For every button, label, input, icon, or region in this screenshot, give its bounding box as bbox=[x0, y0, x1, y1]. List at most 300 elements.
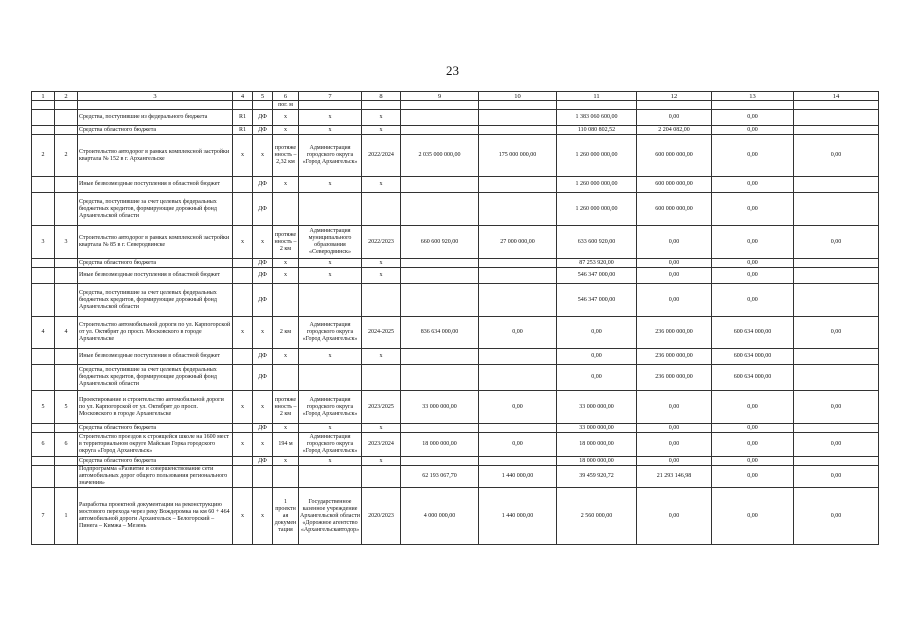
table-cell bbox=[55, 424, 78, 433]
table-cell: 1 bbox=[55, 488, 78, 545]
table-cell: 2023/2025 bbox=[362, 391, 401, 424]
table-cell bbox=[233, 193, 253, 226]
table-cell bbox=[253, 466, 273, 488]
table-cell: 0,00 bbox=[712, 457, 794, 466]
table-cell: Средства областного бюджета bbox=[78, 259, 233, 268]
table-cell bbox=[362, 193, 401, 226]
table-cell: 39 459 920,72 bbox=[557, 466, 637, 488]
table-cell: 0,00 bbox=[712, 424, 794, 433]
table-cell bbox=[55, 466, 78, 488]
table-cell: 1 проектная документация bbox=[273, 488, 299, 545]
table-cell: Средства, поступившие за счет целевых федеральных бюджетных кредитов, формирующие дорожный фонд Архангельской области bbox=[78, 284, 233, 317]
table-cell: 546 347 000,00 bbox=[557, 268, 637, 284]
table-cell: 0,00 bbox=[712, 193, 794, 226]
table-cell: 0,00 bbox=[794, 488, 879, 545]
table-cell: х bbox=[253, 226, 273, 259]
table-cell: 0,00 bbox=[479, 391, 557, 424]
table-row bbox=[32, 457, 879, 466]
table-cell: 0,00 bbox=[637, 268, 712, 284]
table-cell: R1 bbox=[233, 110, 253, 126]
table-cell: 4 000 000,00 bbox=[401, 488, 479, 545]
table-cell: пог. м bbox=[273, 101, 299, 110]
table-cell: х bbox=[273, 259, 299, 268]
table-cell bbox=[55, 284, 78, 317]
table-cell: 7 bbox=[32, 488, 55, 545]
table-cell: Администрация городского округа «Город Архангельск» bbox=[299, 135, 362, 177]
table-cell bbox=[55, 126, 78, 135]
table-cell: 2022/2023 bbox=[362, 226, 401, 259]
table-cell: ДФ bbox=[253, 424, 273, 433]
table-cell bbox=[479, 424, 557, 433]
table-cell: 0,00 bbox=[557, 349, 637, 365]
table-cell bbox=[479, 110, 557, 126]
table-cell: ДФ bbox=[253, 259, 273, 268]
table-cell bbox=[401, 101, 479, 110]
table-cell: 6 bbox=[32, 433, 55, 457]
table-cell: 0,00 bbox=[712, 391, 794, 424]
table-cell: Средства областного бюджета bbox=[78, 424, 233, 433]
table-row bbox=[32, 110, 879, 126]
table-cell: х bbox=[362, 268, 401, 284]
table-cell bbox=[299, 193, 362, 226]
table-cell bbox=[794, 110, 879, 126]
table-cell: 18 000 000,00 bbox=[557, 433, 637, 457]
table-cell bbox=[479, 177, 557, 193]
table-cell bbox=[233, 365, 253, 391]
table-cell bbox=[55, 193, 78, 226]
table-cell: R1 bbox=[233, 126, 253, 135]
table-cell bbox=[794, 259, 879, 268]
table-cell: Строительство автомобильной дороги по ул. Карпогорской от ул. Октябрят до просп. Московского в городе Архангельске bbox=[78, 317, 233, 349]
table-cell bbox=[32, 457, 55, 466]
column-number: 1 bbox=[32, 92, 55, 101]
table-cell: Администрация городского округа «Город Архангельск» bbox=[299, 391, 362, 424]
table-cell: 0,00 bbox=[637, 457, 712, 466]
table-cell: х bbox=[362, 259, 401, 268]
table-cell: х bbox=[233, 488, 253, 545]
table-cell: Государственное казенное учреждение Архангельской области «Дорожное агентство «Архангельскавтодор» bbox=[299, 488, 362, 545]
table-cell: 600 000 000,00 bbox=[637, 193, 712, 226]
column-number: 9 bbox=[401, 92, 479, 101]
table-cell bbox=[273, 365, 299, 391]
budget-table bbox=[31, 91, 879, 545]
table-cell: 1 260 000 000,00 bbox=[557, 135, 637, 177]
table-cell: х bbox=[273, 126, 299, 135]
table-cell: 6 bbox=[55, 433, 78, 457]
table-cell: х bbox=[253, 488, 273, 545]
table-cell bbox=[479, 457, 557, 466]
table-cell: Проектирование и строительство автомобильной дороги по ул. Карпогорской от ул. Октябрят до просп. Московского в городе Архангельске bbox=[78, 391, 233, 424]
table-cell: 0,00 bbox=[712, 126, 794, 135]
table-cell: 2 bbox=[32, 135, 55, 177]
table-cell bbox=[32, 424, 55, 433]
table-cell: х bbox=[362, 457, 401, 466]
table-cell: 33 000 000,00 bbox=[401, 391, 479, 424]
table-row bbox=[32, 317, 879, 349]
table-cell bbox=[794, 268, 879, 284]
table-cell bbox=[55, 457, 78, 466]
table-row bbox=[32, 349, 879, 365]
table-cell bbox=[32, 268, 55, 284]
table-cell: 633 600 920,00 bbox=[557, 226, 637, 259]
table-cell bbox=[233, 259, 253, 268]
table-cell bbox=[401, 259, 479, 268]
table-cell: 600 634 000,00 bbox=[712, 317, 794, 349]
table-cell: ДФ bbox=[253, 126, 273, 135]
table-cell: х bbox=[299, 259, 362, 268]
table-cell: х bbox=[362, 349, 401, 365]
table-cell bbox=[794, 193, 879, 226]
table-cell bbox=[401, 110, 479, 126]
table-cell: 4 bbox=[32, 317, 55, 349]
table-cell: ДФ bbox=[253, 177, 273, 193]
table-cell: 2 bbox=[55, 135, 78, 177]
table-cell bbox=[299, 365, 362, 391]
table-cell bbox=[637, 101, 712, 110]
table-cell: 0,00 bbox=[557, 365, 637, 391]
table-cell bbox=[32, 177, 55, 193]
table-cell: 236 000 000,00 bbox=[637, 365, 712, 391]
table-cell: 110 080 802,52 bbox=[557, 126, 637, 135]
table-cell: 2023/2024 bbox=[362, 433, 401, 457]
table-cell bbox=[479, 284, 557, 317]
table-cell: 600 634 000,00 bbox=[712, 349, 794, 365]
table-cell: 1 383 060 600,00 bbox=[557, 110, 637, 126]
table-cell bbox=[299, 284, 362, 317]
table-cell: 1 260 000 000,00 bbox=[557, 193, 637, 226]
table-cell: 18 000 000,00 bbox=[401, 433, 479, 457]
table-cell: 2020/2023 bbox=[362, 488, 401, 545]
table-cell bbox=[233, 457, 253, 466]
table-cell bbox=[401, 284, 479, 317]
table-cell bbox=[479, 365, 557, 391]
table-cell bbox=[362, 466, 401, 488]
column-number-row bbox=[32, 92, 879, 101]
table-cell: х bbox=[273, 457, 299, 466]
table-cell: 236 000 000,00 bbox=[637, 317, 712, 349]
table-cell: 600 000 000,00 bbox=[637, 135, 712, 177]
page-number: 23 bbox=[446, 63, 459, 78]
table-cell bbox=[32, 193, 55, 226]
table-cell bbox=[479, 259, 557, 268]
table-cell: 0,00 bbox=[637, 488, 712, 545]
table-cell: 87 253 920,00 bbox=[557, 259, 637, 268]
table-cell: 0,00 bbox=[794, 466, 879, 488]
table-cell: 0,00 bbox=[637, 259, 712, 268]
table-cell: 2 км bbox=[273, 317, 299, 349]
table-row bbox=[32, 193, 879, 226]
table-cell: ДФ bbox=[253, 193, 273, 226]
table-cell: Строительство автодорог в рамках комплексной застройки квартала № 85 в г. Северодвинске bbox=[78, 226, 233, 259]
table-cell bbox=[55, 365, 78, 391]
table-cell: 3 bbox=[55, 226, 78, 259]
table-cell bbox=[362, 284, 401, 317]
table-cell: 0,00 bbox=[712, 433, 794, 457]
table-cell: 0,00 bbox=[637, 226, 712, 259]
table-cell: 0,00 bbox=[557, 317, 637, 349]
table-cell: 4 bbox=[55, 317, 78, 349]
column-number: 11 bbox=[557, 92, 637, 101]
table-cell: Средства областного бюджета bbox=[78, 457, 233, 466]
column-number: 12 bbox=[637, 92, 712, 101]
table-cell: 0,00 bbox=[794, 391, 879, 424]
table-cell bbox=[794, 177, 879, 193]
table-cell: Администрация муниципального образования «Северодвинск» bbox=[299, 226, 362, 259]
table-cell bbox=[233, 284, 253, 317]
table-cell bbox=[712, 101, 794, 110]
table-cell bbox=[55, 101, 78, 110]
table-cell: Средства, поступившие за счет целевых федеральных бюджетных кредитов, формирующие дорожный фонд Архангельской области bbox=[78, 365, 233, 391]
table-cell: х bbox=[362, 126, 401, 135]
table-cell: х bbox=[273, 177, 299, 193]
table-cell bbox=[794, 101, 879, 110]
table-cell: х bbox=[233, 433, 253, 457]
table-cell: Средства областного бюджета bbox=[78, 126, 233, 135]
table-cell bbox=[794, 457, 879, 466]
table-cell: х bbox=[299, 126, 362, 135]
table-cell bbox=[794, 284, 879, 317]
table-cell bbox=[55, 349, 78, 365]
table-cell bbox=[32, 284, 55, 317]
column-number: 5 bbox=[253, 92, 273, 101]
column-number: 4 bbox=[233, 92, 253, 101]
table-row bbox=[32, 259, 879, 268]
table-cell: 33 000 000,00 bbox=[557, 391, 637, 424]
table-cell: х bbox=[362, 110, 401, 126]
table-cell: Иные безвозмездные поступления в областной бюджет bbox=[78, 177, 233, 193]
table-cell: х bbox=[233, 317, 253, 349]
table-cell: 1 260 000 000,00 bbox=[557, 177, 637, 193]
table-cell: Разработка проектной документации на реконструкцию мостового перехода через реку Вождеромка на км 60 + 464 автомобильной дороги Архангельск – Белогорский – Пинега – Кимжа – Мезень bbox=[78, 488, 233, 545]
table-cell: 236 000 000,00 bbox=[637, 349, 712, 365]
table-cell: 2 560 000,00 bbox=[557, 488, 637, 545]
table-cell bbox=[32, 101, 55, 110]
table-cell bbox=[401, 126, 479, 135]
table-cell bbox=[479, 126, 557, 135]
table-cell bbox=[55, 259, 78, 268]
table-cell bbox=[233, 268, 253, 284]
table-cell: 0,00 bbox=[637, 284, 712, 317]
table-cell bbox=[362, 101, 401, 110]
table-cell bbox=[401, 268, 479, 284]
table-cell bbox=[233, 466, 253, 488]
table-cell bbox=[557, 101, 637, 110]
table-cell: 0,00 bbox=[479, 317, 557, 349]
column-number: 3 bbox=[78, 92, 233, 101]
table-cell: х bbox=[273, 349, 299, 365]
table-cell: х bbox=[233, 226, 253, 259]
table-cell: 0,00 bbox=[794, 433, 879, 457]
table-cell: х bbox=[299, 349, 362, 365]
table-cell: 0,00 bbox=[712, 284, 794, 317]
table-cell: 5 bbox=[32, 391, 55, 424]
table-row bbox=[32, 226, 879, 259]
table-cell bbox=[273, 193, 299, 226]
table-cell: х bbox=[273, 110, 299, 126]
table-cell: 62 193 067,70 bbox=[401, 466, 479, 488]
table-cell: Администрация городского округа «Город Архангельск» bbox=[299, 433, 362, 457]
column-number: 14 bbox=[794, 92, 879, 101]
table-cell: х bbox=[362, 424, 401, 433]
table-cell bbox=[32, 365, 55, 391]
table-cell bbox=[55, 268, 78, 284]
table-cell: х bbox=[253, 391, 273, 424]
table-cell: 0,00 bbox=[637, 424, 712, 433]
table-cell bbox=[273, 466, 299, 488]
table-cell: 0,00 bbox=[712, 110, 794, 126]
table-row bbox=[32, 391, 879, 424]
table-cell: ДФ bbox=[253, 349, 273, 365]
table-cell: 2022/2024 bbox=[362, 135, 401, 177]
table-cell: Иные безвозмездные поступления в областной бюджет bbox=[78, 268, 233, 284]
table-cell: Подпрограмма «Развитие и совершенствование сети автомобильных дорог общего пользования регионального значения» bbox=[78, 466, 233, 488]
table-cell: 21 293 146,98 bbox=[637, 466, 712, 488]
table-cell: 0,00 bbox=[712, 226, 794, 259]
table-cell: 0,00 bbox=[794, 317, 879, 349]
table-cell: х bbox=[253, 135, 273, 177]
table-cell: Иные безвозмездные поступления в областной бюджет bbox=[78, 349, 233, 365]
table-cell: 27 000 000,00 bbox=[479, 226, 557, 259]
table-cell: 546 347 000,00 bbox=[557, 284, 637, 317]
table-cell: х bbox=[362, 177, 401, 193]
table-cell: 194 м bbox=[273, 433, 299, 457]
table-cell: х bbox=[299, 424, 362, 433]
table-cell: Строительство проездов к строящейся школе на 1600 мест в территориальном округе Майская Горка городского округа «Город Архангельск» bbox=[78, 433, 233, 457]
table-cell: 0,00 bbox=[637, 110, 712, 126]
table-row bbox=[32, 365, 879, 391]
table-row bbox=[32, 284, 879, 317]
table-cell: 2 035 000 000,00 bbox=[401, 135, 479, 177]
table-cell bbox=[794, 126, 879, 135]
table-cell bbox=[233, 349, 253, 365]
column-number: 8 bbox=[362, 92, 401, 101]
table-cell: Строительство автодорог в рамках комплексной застройки квартала № 152 в г. Архангельске bbox=[78, 135, 233, 177]
table-cell bbox=[479, 268, 557, 284]
column-number: 2 bbox=[55, 92, 78, 101]
table-cell: х bbox=[273, 424, 299, 433]
table-cell: 0,00 bbox=[712, 488, 794, 545]
table-cell: 18 000 000,00 bbox=[557, 457, 637, 466]
table-cell: х bbox=[233, 391, 253, 424]
table-cell: 600 000 000,00 bbox=[637, 177, 712, 193]
table-cell bbox=[32, 259, 55, 268]
table-row bbox=[32, 101, 879, 110]
table-cell bbox=[794, 349, 879, 365]
table-cell: х bbox=[299, 110, 362, 126]
table-cell bbox=[32, 349, 55, 365]
column-number: 7 bbox=[299, 92, 362, 101]
table-cell bbox=[299, 466, 362, 488]
table-cell bbox=[479, 349, 557, 365]
column-number: 6 bbox=[273, 92, 299, 101]
column-number: 13 bbox=[712, 92, 794, 101]
table-cell bbox=[299, 101, 362, 110]
table-cell: 0,00 bbox=[712, 135, 794, 177]
table-cell: 0,00 bbox=[637, 433, 712, 457]
table-row bbox=[32, 126, 879, 135]
table-cell: 0,00 bbox=[712, 268, 794, 284]
table-cell: Средства, поступившие за счет целевых федеральных бюджетных кредитов, формирующие дорожный фонд Архангельской области bbox=[78, 193, 233, 226]
table-cell bbox=[233, 424, 253, 433]
table-row bbox=[32, 488, 879, 545]
table-row bbox=[32, 135, 879, 177]
column-number: 10 bbox=[479, 92, 557, 101]
table-cell: 175 000 000,00 bbox=[479, 135, 557, 177]
table-cell: 2024-2025 bbox=[362, 317, 401, 349]
table-cell: Средства, поступившие из федерального бюджета bbox=[78, 110, 233, 126]
table-body bbox=[32, 101, 879, 545]
table-cell bbox=[253, 101, 273, 110]
table-cell bbox=[55, 110, 78, 126]
table-cell bbox=[401, 349, 479, 365]
table-cell: 0,00 bbox=[712, 177, 794, 193]
table-cell bbox=[401, 457, 479, 466]
table-row bbox=[32, 433, 879, 457]
table-cell: ДФ bbox=[253, 284, 273, 317]
table-cell bbox=[479, 101, 557, 110]
table-cell: 1 440 000,00 bbox=[479, 466, 557, 488]
table-cell: 1 440 000,00 bbox=[479, 488, 557, 545]
table-cell: 836 634 000,00 bbox=[401, 317, 479, 349]
table-cell: 5 bbox=[55, 391, 78, 424]
table-cell bbox=[362, 365, 401, 391]
table-cell: 600 634 000,00 bbox=[712, 365, 794, 391]
table-cell: 0,00 bbox=[794, 226, 879, 259]
table-cell: 33 000 000,00 bbox=[557, 424, 637, 433]
table-cell: Администрация городского округа «Город Архангельск» bbox=[299, 317, 362, 349]
table-cell bbox=[273, 284, 299, 317]
table-cell: 0,00 bbox=[712, 259, 794, 268]
table-cell bbox=[794, 424, 879, 433]
table-cell bbox=[32, 466, 55, 488]
table-cell: 0,00 bbox=[794, 135, 879, 177]
table-cell: ДФ bbox=[253, 268, 273, 284]
table-cell: ДФ bbox=[253, 110, 273, 126]
table-cell bbox=[401, 193, 479, 226]
table-cell: 0,00 bbox=[637, 391, 712, 424]
table-cell bbox=[479, 193, 557, 226]
table-cell bbox=[794, 365, 879, 391]
table-cell bbox=[78, 101, 233, 110]
table-cell: х bbox=[253, 433, 273, 457]
table-row bbox=[32, 177, 879, 193]
table-cell bbox=[32, 126, 55, 135]
table-cell bbox=[233, 101, 253, 110]
table-row bbox=[32, 466, 879, 488]
table-cell bbox=[401, 177, 479, 193]
table-cell bbox=[32, 110, 55, 126]
table-cell: х bbox=[233, 135, 253, 177]
table-cell: 0,00 bbox=[479, 433, 557, 457]
table-cell: 3 bbox=[32, 226, 55, 259]
table-cell bbox=[401, 424, 479, 433]
table-cell bbox=[233, 177, 253, 193]
table-cell: х bbox=[273, 268, 299, 284]
table-row bbox=[32, 424, 879, 433]
table-cell: х bbox=[299, 457, 362, 466]
table-cell: ДФ bbox=[253, 365, 273, 391]
table-cell: протяженность – 2,32 км bbox=[273, 135, 299, 177]
table-cell bbox=[401, 365, 479, 391]
table-cell: ДФ bbox=[253, 457, 273, 466]
table-cell bbox=[55, 177, 78, 193]
table-cell: х bbox=[299, 177, 362, 193]
table-cell: 2 204 082,00 bbox=[637, 126, 712, 135]
table-cell: х bbox=[253, 317, 273, 349]
table-cell: протяженность – 2 км bbox=[273, 226, 299, 259]
table-row bbox=[32, 268, 879, 284]
table-cell: 0,00 bbox=[712, 466, 794, 488]
